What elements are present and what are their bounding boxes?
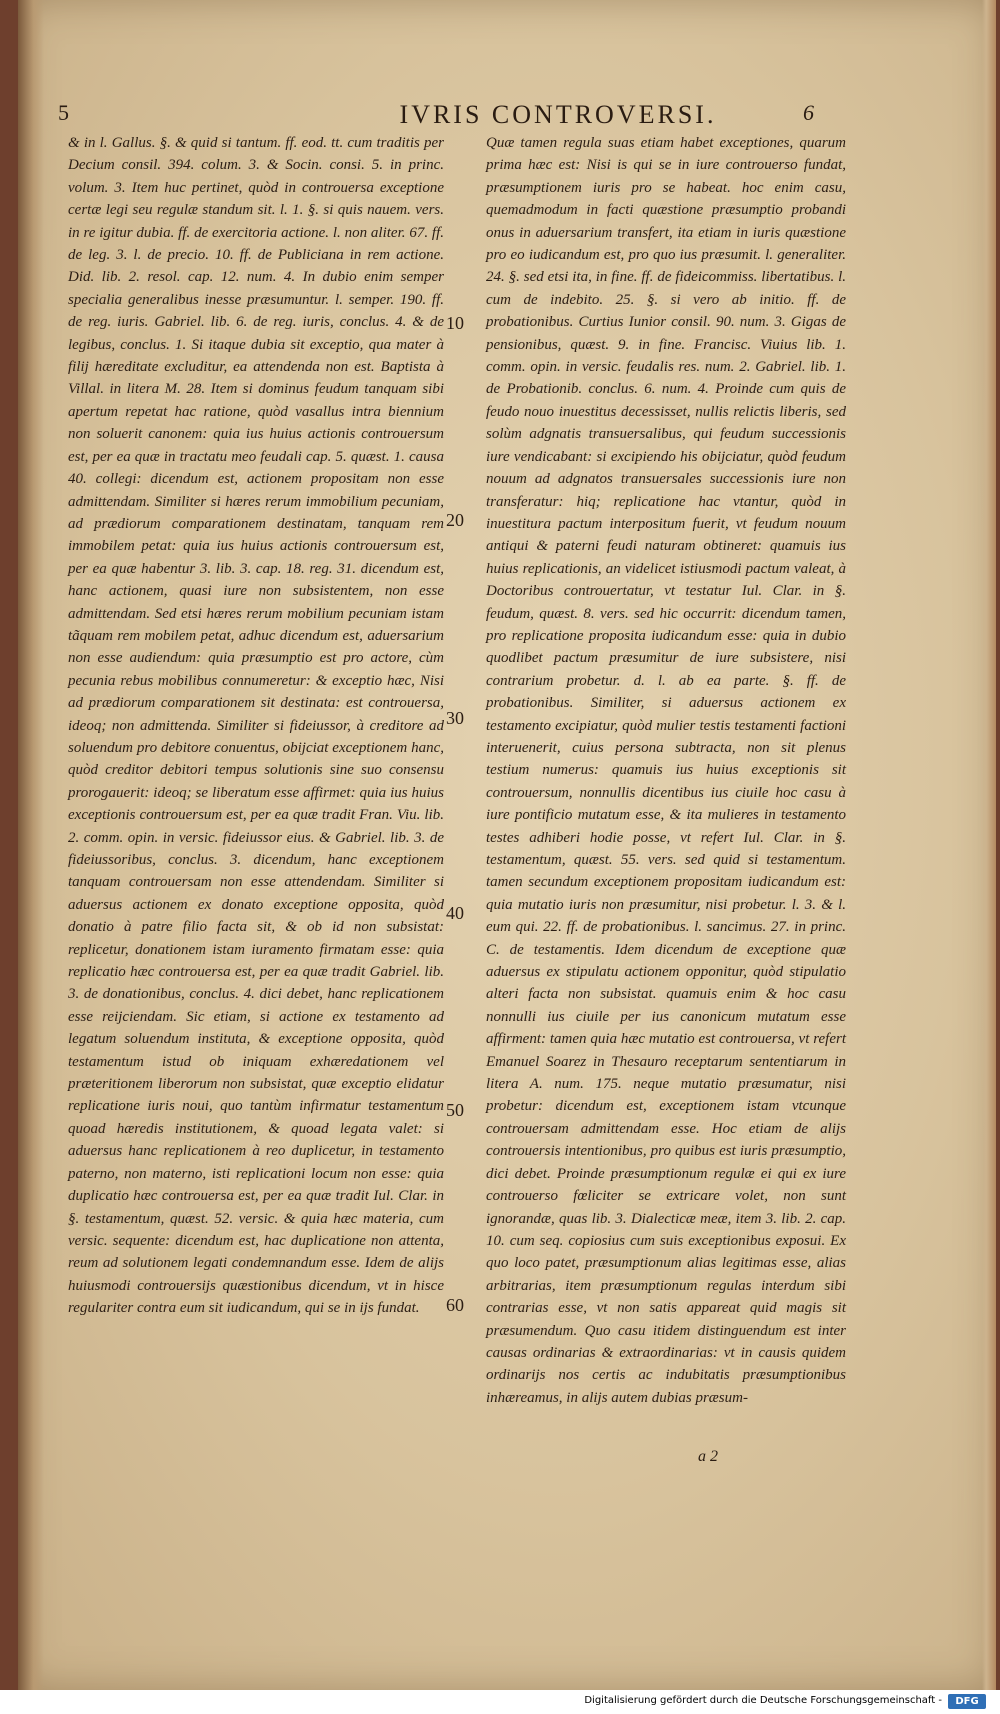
left-column-text: & in l. Gallus. §. & quid si tantum. ff. eod. tt. cum traditis per Decium consil. 394. colum. 3. & Socin. consi. 5. in princ. volum. 3. Item huc pertinet, quòd in controuersa exceptione certæ legi seu regulæ standum sit. l. 1. §. si quis nauem. vers. in re igitur dubia. ff. de exercitoria actione. l. non aliter. 67. ff. de leg. 3. l. de precio. 10. ff. de Publiciana in rem actione. Did. lib. 2. resol. cap. 12. num. 4. In dubio enim semper specialia generalibus inesse præsumuntur. l. semper. 190. ff. de reg. iuris. Gabriel. lib. 6. de reg. iuris, conclus. 4. & de legibus, conclus. 1. Si itaque dubia sit exceptio, qua mater à filij hæreditate excluditur, ea attendenda non est. Baptista à Villal. in litera M. 28. Item si dominus feudum tanquam sibi apertum repetat hac ratione, quòd vasallus intra biennium non soluerit canonem: quia ius huius actionis controuersum est, per ea quæ in tractatu meo feudali cap. 5. quæst. 1. causa 40. collegi: dicendum est, actionem propositam non esse admittendam. Similiter si hæres rerum immobilium pecuniam, ad prædiorum comparationem destinatam, tanquam rem immobilem petat: quia ius huius actionis controuersum est, per ea quæ habentur 3. lib. 3. cap. 18. reg. 31. dicendum est, hanc actionem, quasi iure non subsistentem, non esse admittendam. Sed etsi hæres rerum mobilium pecuniam istam tãquam rem mobilem petat, adhuc dicendum est, aduersarium non esse audiendum: quia præsumptio est pro actore, cùm pecunia rebus mobilibus connumeretur: & exceptio hæc, Nisi ad prædiorum comparationem sit destinata: est controuersa, ideoq; non admittenda. Similiter si fideiussor, à creditore ad soluendum pro debitore conuentus, obijciat exceptionem hanc, quòd creditor debitori tempus solutionis sine suo consensu prorogauerit: ideoq; se liberatum esse affirmet: quia ius huius exceptionis controuersum est, per ea quæ tradit Fran. Viu. lib. 2. comm. opin. in versic. fideiussor eius. & Gabriel. lib. 3. de fideiussoribus, conclus. 3. dicendum, hanc exceptionem tanquam controuersam non esse attendendam. Similiter si aduersus actionem ex donato exceptione opposita, quòd donatio à patre filio facta sit, & ob id non subsistat: replicetur, donationem istam iuramento firmatam esse: quia replicatio hæc controuersa est, per ea quæ tradit Gabriel. lib. 3. de donationibus, conclus. 4. dici debet, hanc replicationem esse reijciendam. Sic etiam, si actione ex testamento ad legatum soluendum instituta, & exceptione opposita, quòd testamentum istud ob iniquam exhæredationem vel præteritionem liberorum non subsistat, quæ exceptio elidatur replicatione iuris noui, quo tantùm infirmatur testamentum quoad hæredis institutionem, & quoad legata valet: si aduersus hanc replicationem à reo duplicetur, in testamento paterno, non materno, isti replicationi locum non esse: quia duplicatio hæc controuersa est, per ea quæ tradit Iul. Clar. in §. testamentum, quæst. 52. versic. & quia hæc materia, cum versic. sequente: dicendum est, hac duplicatione non attenta, reum ad solutionem legati condemnandum esse. Idem de alijs huiusmodi controuersijs quæstionibus dicendum, vt in hisce regulariter contra eum sit iudicandum, qui se in ijs fundat. [68,135,444,1317]
footer-credit-text: Digitalisierung gefördert durch die Deutsche Forschungsgemeinschaft - [584,1695,942,1706]
running-head-title: IVRIS CONTROVERSI. [399,100,717,129]
right-column-text: Quæ tamen regula suas etiam habet exceptiones, quarum prima hæc est: Nisi is qui se in iure controuerso fundat, præsumptionem iuris pro se habeat. hoc enim casu, quemadmodum in facti quæstione præsumptio probandi onus in aduersarium transfert, ita etiam in iuris quæstione pro eo iudicandum est, pro quo ius præsumit. l. generaliter. 24. §. sed etsi ita, in fine. ff. de fideicommiss. libertatibus. l. cum de indebito. 25. §. si vero ab initio. ff. de probationibus. Curtius Iunior consil. 90. num. 3. Gigas de pensionibus, quæst. 9. in fine. Francisc. Viuius lib. 1. comm. opin. in versic. feudalis res. num. 2. Gabriel. lib. 1. de Probationib. conclus. 6. num. 4. Proinde cum quis de feudo nouo inuestitus decessisset, nullis relictis liberis, sed solùm adgnatis transuersalibus, qui feudum successionis iure vendicabant: si excipiendo his obijciatur, quòd feudum nouum ad adgnatos transuersales successionis iure non transferatur: hiq; replicatione hac vtantur, quòd in inuestitura pactum interpositum fuerit, vt feudum nouum antiqui & paterni feudi naturam obtineret: quamuis ius huius replicationis, an videlicet istiusmodi pactum valeat, à Doctoribus controuertatur, vt testatur Iul. Clar. in §. feudum, quæst. 8. vers. sed hic occurrit: dicendum tamen, pro replicatione proposita iudicandum esse: quia in dubio quodlibet pactum præsumitur de iure subsistere, nisi contrarium probetur. d. l. ab ea parte. §. ff. de probationibus. Similiter, si aduersus actionem ex testamento excipiatur, quòd mulier testis testamenti factioni interuenerit, cuius persona subtracta, non sit plenus testium numerus: quamuis ius huius exceptionis sit controuersum, nonnullis dicentibus ius ciuile hoc casu à iure pontificio mutatum esse, & ita mulieres in testamento testes adhiberi hodie posse, vt refert Iul. Clar. in §. testamentum, quæst. 55. vers. sed quid si testamentum. tamen secundum exceptionem propositam iudicandum est: quia mutatio iuris non præsumitur, nisi probetur. l. 3. & l. eum qui. 22. ff. de probationibus. l. sancimus. 27. in princ. C. de testamentis. Idem dicendum de exceptione quæ aduersus ex stipulatu actionem opponitur, quòd stipulatio alteri facta non subsistat. quamuis enim & hoc casu nonnulli ius ciuile per ius canonicum mutatum esse affirment: tamen quia hæc mutatio est controuersa, vt refert Emanuel Soarez in Thesauro receptarum sententiarum in litera A. num. 175. neque mutatio præsumatur, nisi probetur: dicendum est, exceptionem istam vtcunque controuersam admittendam esse. Hoc etiam de alijs controuersis intentionibus, pro quibus est iuris præsumptio, dici debet. Proinde præsumptionum regulæ ei qui ex iure controuerso fœliciter se extricare volet, non sunt ignorandæ, quas lib. 3. Dialecticæ meæ, item 3. lib. 2. cap. 10. cum seq. copiosius cum suis exceptionibus exposui. Ex quo loco patet, præsumptionum alias legitimas esse, alias arbitrarias, item præsumptionum regulas interdum sibi contrarias esse, vt non satis appareat quid magis sit præsumendum. Quo casu itidem distinguendum est inter causas ordinarias & extraordinarias: vt in causis quidem ordinarijs nos certis ac indubitatis præsumptionibus inhæreamus, in alijs autem dubias præsum- [486,135,846,1406]
right-text-column [486,132,846,1409]
left-column-number: 5 [58,100,72,125]
line-number-40: 40 [446,903,464,923]
book-page [18,0,996,1690]
line-number-30: 30 [446,708,464,728]
page-edge [982,0,996,1690]
left-text-column [68,132,444,1320]
line-number-20: 20 [446,510,464,530]
right-column-number: 6 [803,100,817,125]
signature-mark: a 2 [698,1448,718,1465]
line-number-50: 50 [446,1100,464,1120]
digitization-footer [0,1690,1000,1714]
line-number-60: 60 [446,1295,464,1315]
book-binding-shadow [18,0,44,1690]
dfg-logo-icon[interactable]: DFG [948,1694,986,1709]
line-number-10: 10 [446,313,464,333]
